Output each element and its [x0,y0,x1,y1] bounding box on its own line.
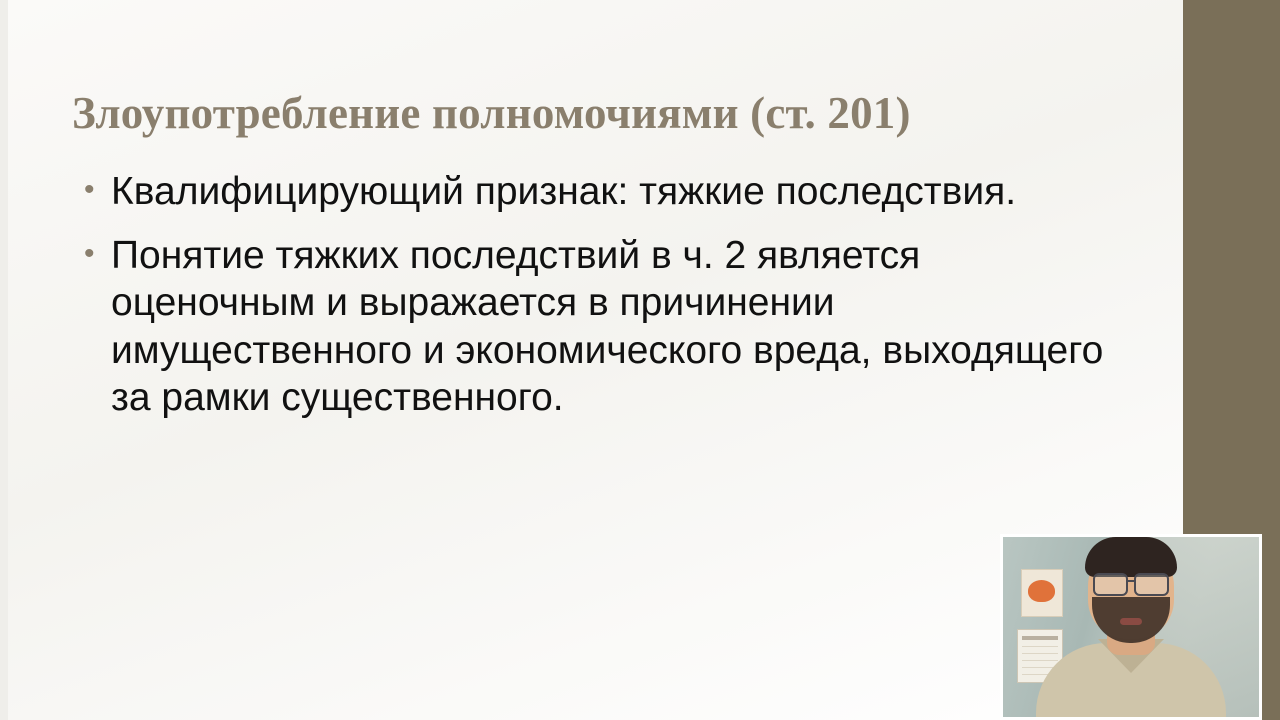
list-item [78,232,1118,422]
glasses-lens-right [1134,573,1169,596]
slide-title: Злоупотребление полномочиями (ст. 201) [72,88,911,139]
bullet-marker-icon: • [84,173,95,206]
presenter-hair [1085,537,1177,577]
bullet-marker-icon: • [84,236,95,270]
presenter-glasses-icon [1091,573,1171,593]
glasses-lens-left [1093,573,1128,596]
list-item-text: Понятие тяжких последствий в ч. 2 является оценочным и выражается в причинении имущественного и экономического вреда, выходящего за рамки существенного. [111,233,1104,420]
list-item [78,168,1118,216]
list-item-text: Квалифицирующий признак: тяжкие последствия. [111,170,1017,213]
presenter-webcam-overlay [1000,534,1262,720]
presenter-mouth [1120,618,1142,625]
slide-bullet-list [78,168,1118,438]
wall-poster [1021,569,1063,617]
left-accent-strip [0,0,8,720]
